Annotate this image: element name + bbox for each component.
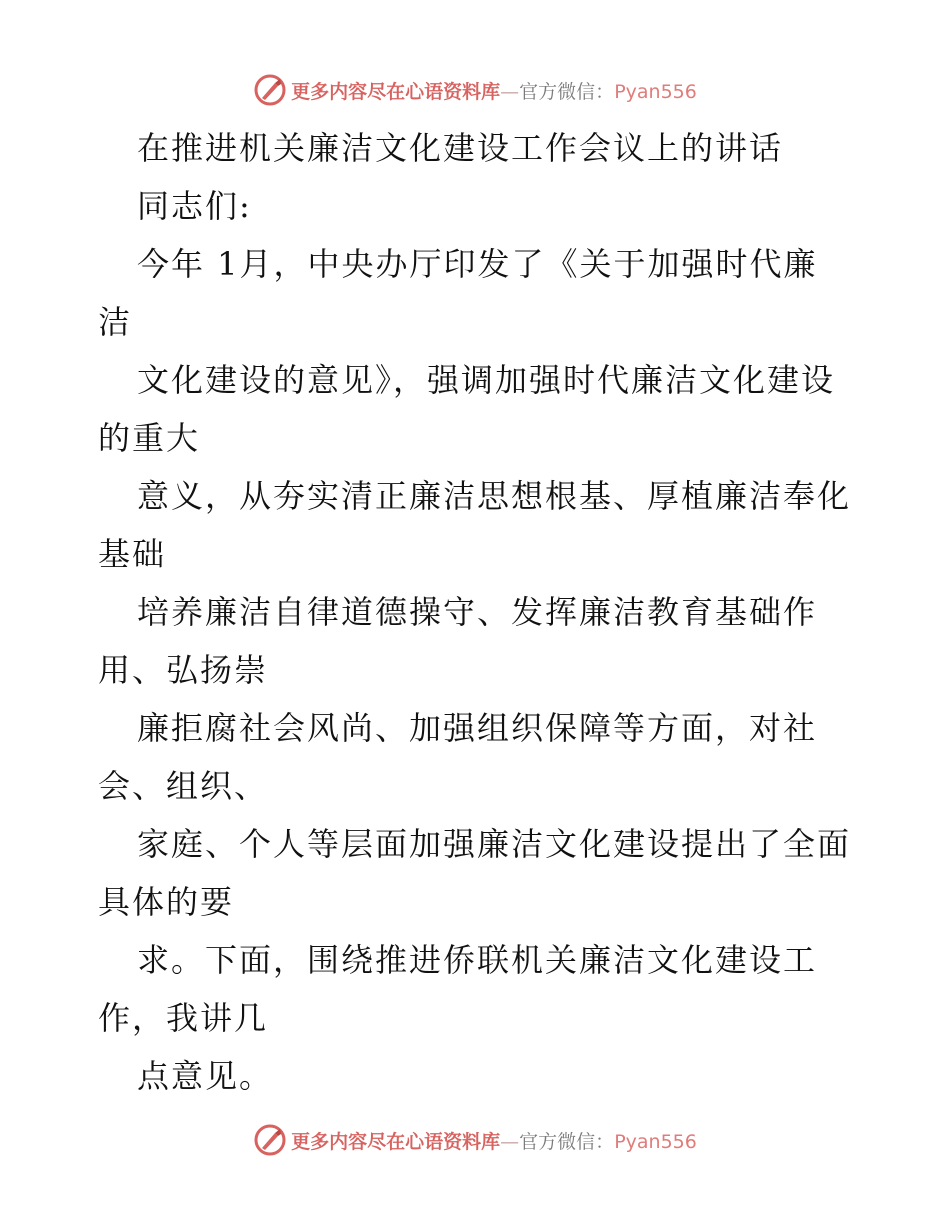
speech-title: 在推进机关廉洁文化建设工作会议上的讲话 bbox=[137, 129, 784, 167]
paragraph-line: 点意见。 bbox=[137, 1057, 274, 1095]
paragraph-line: 作，我讲几 bbox=[98, 999, 269, 1037]
salutation: 同志们: bbox=[137, 187, 252, 225]
paragraph-line: 培养廉洁自律道德操守、发挥廉洁教育基础作 bbox=[137, 593, 818, 631]
watermark-official: 官方微信： bbox=[519, 80, 615, 103]
watermark-text bbox=[291, 1127, 697, 1154]
paragraph-line: 具体的要 bbox=[98, 883, 235, 921]
watermark-id: Pyan556 bbox=[614, 80, 697, 103]
watermark-id: Pyan556 bbox=[614, 1130, 697, 1153]
watermark-dash: — bbox=[500, 80, 520, 103]
watermark-main: 更多内容尽在心语资料库 bbox=[291, 1130, 501, 1153]
watermark-official: 官方微信： bbox=[519, 1130, 615, 1153]
paragraph-line: 求。下面，围绕推进侨联机关廉洁文化建设工 bbox=[137, 941, 818, 979]
paragraph-line: 家庭、个人等层面加强廉洁文化建设提出了全面 bbox=[137, 825, 852, 863]
paragraph-line: 基础 bbox=[98, 535, 167, 573]
header-watermark bbox=[0, 70, 950, 110]
watermark-main: 更多内容尽在心语资料库 bbox=[291, 80, 501, 103]
watermark-text bbox=[291, 77, 697, 104]
paragraph-line: 文化建设的意见》，强调加强时代廉洁文化建设 bbox=[137, 361, 836, 399]
paragraph-line: 意义，从夯实清正廉洁思想根基、厚植廉洁奉化 bbox=[137, 477, 852, 515]
paragraph-line: 会、组织、 bbox=[98, 767, 269, 805]
paragraph-line: 今年 1月，中央办厅印发了《关于加强时代廉 bbox=[137, 245, 818, 283]
footer-watermark bbox=[0, 1120, 950, 1160]
pen-logo-icon bbox=[253, 73, 287, 107]
pen-logo-icon bbox=[253, 1123, 287, 1157]
paragraph-line: 廉拒腐社会风尚、加强组织保障等方面，对社 bbox=[137, 709, 818, 747]
watermark-dash: — bbox=[500, 1130, 520, 1153]
paragraph-line: 洁 bbox=[98, 303, 133, 341]
paragraph-line: 的重大 bbox=[98, 419, 201, 457]
paragraph-line: 用、弘扬崇 bbox=[98, 651, 269, 689]
